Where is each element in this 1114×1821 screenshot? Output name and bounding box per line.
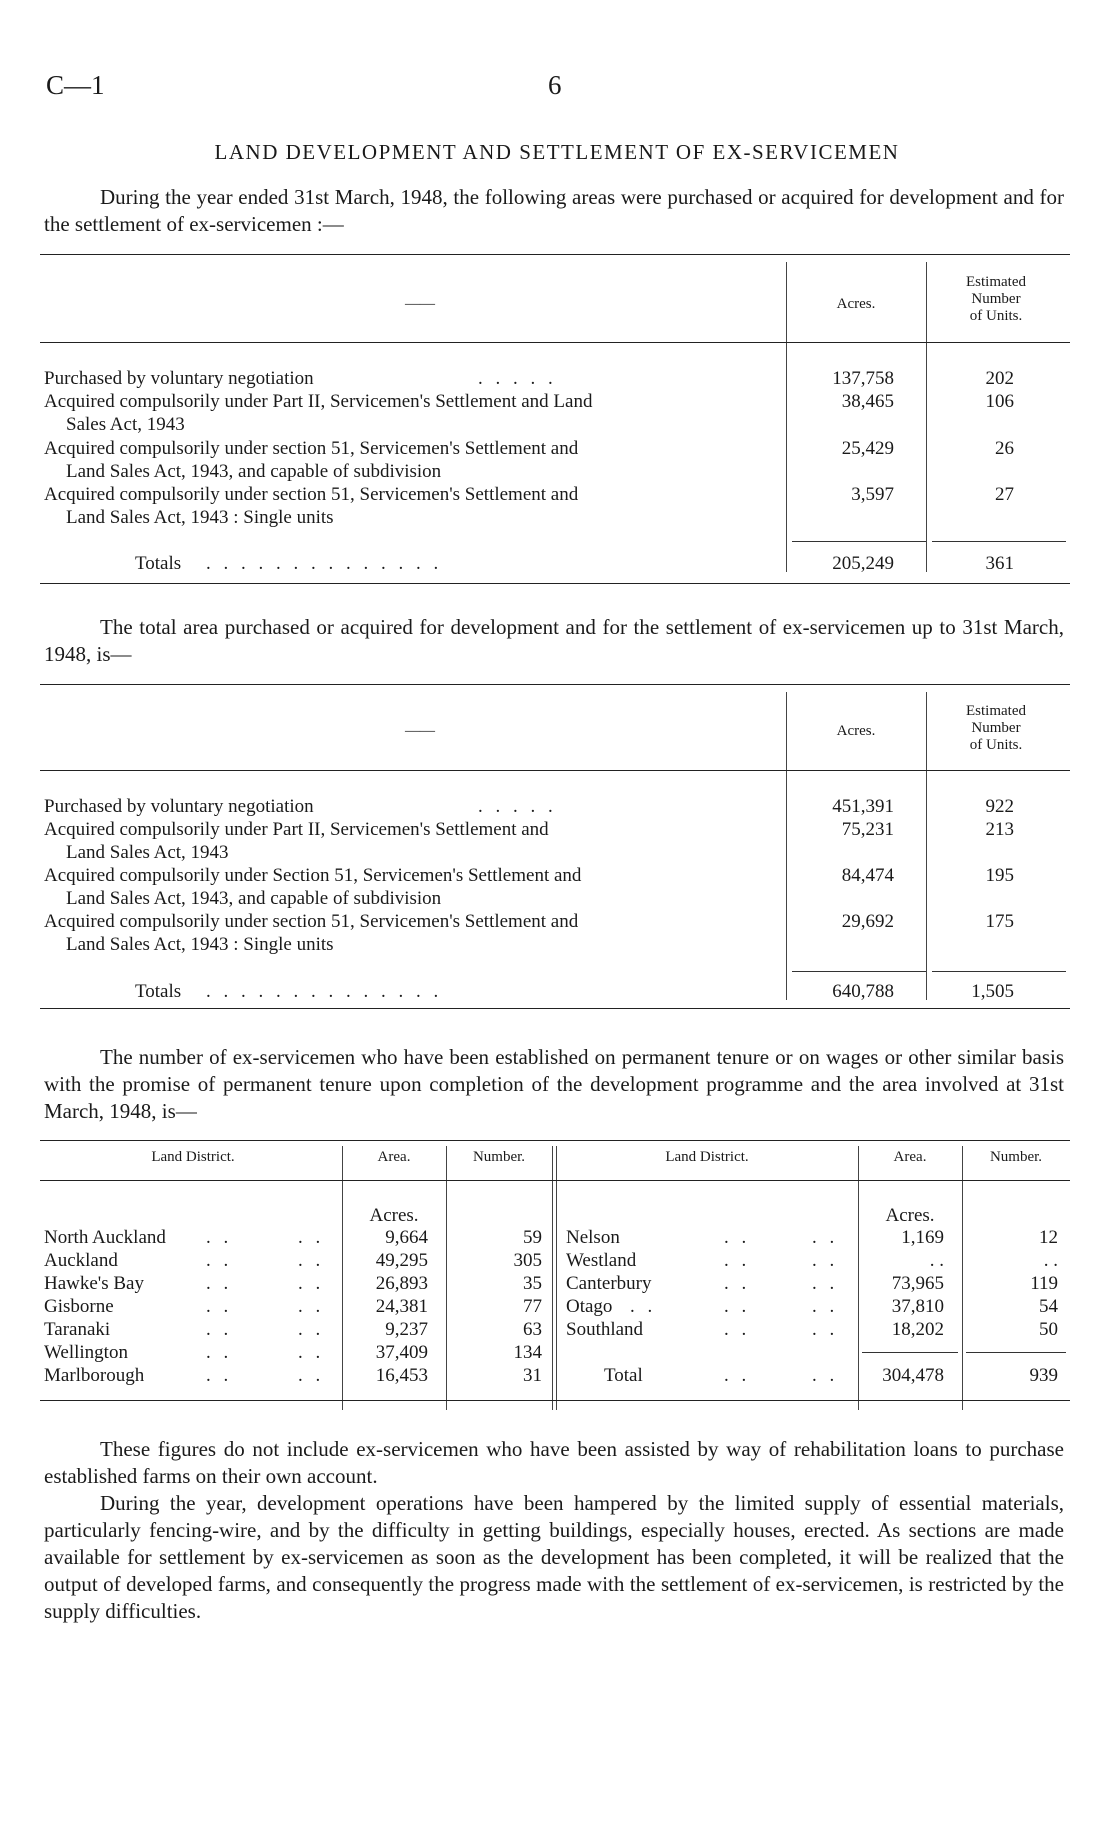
intro-paragraph-1: During the year ended 31st March, 1948, the following areas were purchased or acquired for development and for the settlement of ex-servicemen :— <box>44 185 1064 236</box>
closing-paragraph-2: During the year, development operations have been hampered by the limited supply of essential materials, particularly fencing-wire, and by the difficulty in getting buildings, especially houses, erected. As sections are made available for settlement by ex-servicemen as soon as the development has been completed, it will be realized that the output of developed farms, and consequently the progress made with the settlement of ex-servicemen, is restricted by the supply difficulties. <box>44 1491 1064 1623</box>
col-area-right: Area. <box>893 1149 927 1165</box>
blank-header: —— <box>405 296 435 312</box>
col-units-3: of Units. <box>969 308 1023 324</box>
intro-paragraph-3: The number of ex-servicemen who have been established on permanent tenure or on wages or other similar basis with the promise of permanent tenure upon completion of the development programme and the area involved at 31st March, 1948, is— <box>44 1045 1064 1123</box>
unit-label-right: Acres. <box>885 1205 935 1226</box>
col-district-right: Land District. <box>665 1149 749 1165</box>
col-area-left: Area. <box>377 1149 411 1165</box>
intro-paragraph-2: The total area purchased or acquired for development and for the settlement of ex-servicemen up to 31st March, 1948, is— <box>44 615 1064 666</box>
closing-paragraph-1: These figures do not include ex-servicemen who have been assisted by way of rehabilitation loans to purchase established farms on their own account. <box>44 1437 1064 1488</box>
col-number-left: Number. <box>472 1149 526 1165</box>
col-units-3: of Units. <box>969 737 1023 753</box>
col-units-1: Estimated <box>966 703 1026 719</box>
col-units-2: Number <box>971 291 1021 307</box>
page-number: 6 <box>548 70 562 100</box>
col-acres: Acres. <box>836 723 876 739</box>
col-number-right: Number. <box>989 1149 1043 1165</box>
table-rule <box>40 254 1070 255</box>
section-code: C—1 <box>46 70 105 100</box>
unit-label-left: Acres. <box>369 1205 419 1226</box>
col-district-left: Land District. <box>151 1149 235 1165</box>
page-title: LAND DEVELOPMENT AND SETTLEMENT OF EX-SERVICEMEN <box>214 140 900 164</box>
col-units-1: Estimated <box>966 274 1026 290</box>
document-page: C—1 6 LAND DEVELOPMENT AND SETTLEMENT OF EX-SERVICEMEN During the year ended 31st March, 1948, the following areas were purchased or acquired for development and for the settlement of ex-servicemen :— —— Acres. Estimated Number of Units. Purchased by voluntary negotiation . . . . . 137,758 202 Acquired compulsorily under Part II, Servicemen's Settlement and Land Sales Act, 1943 38,465 106 Acquired compulsorily under section 51, Servicemen's Settlement and Land Sales Act, 1943, and capable of subdivision 25,429 26 Acquired compulsorily under section 51, Servicemen's Settlement and Land Sales Act, 1943 : Single units 3,597 27 Totals . . . . . . . . . . . . . . 205,249 361 The total area purchased or acquired for development and for the settlement of ex-servicemen up to 31st March, 1948, is— —— Acres. Estimated Number of Units. Purchased by voluntary negotiation . . . . . 451,391 922 Acquired compulsorily under Part II, Servicemen's Settlement and Land Sales Act, 1943 75,231 213 Acquired compulsorily under Section 51, Servicemen's Settlement and Land Sales Act, 1943, and capable of subdivision 84,474 195 Acquired compulsorily under section 51, Servicemen's Settlement and Land Sales Act, 1943 : Single units 29,692 175 Totals . . . . . . . . . . . . . . 640,788 1,505 The number of ex-servicemen who have been established on permanent tenure or on wages or other similar basis with the promise of permanent tenure upon completion of the development programme and the area involved at 31st March, 1948, is— Land District. Area. Number. Land District. Area. Number. Acres. Acres. North Auckland . . . . 9,664 59 Auckland . . . . 49,295 305 Hawke's Bay . . . . 26,893 35 Gisborne . . . . 24,381 77 Taranaki . . . . 9,237 63 Wellington . . . . 37,409 134 Marlborough . . . . 16,453 31 Nelson . . . . 1,169 12 Westland . . . . . . . . Canterbury . . . . 73,965 119 Otago . . . . . . 37,810 54 Southland . . . . 18,202 50 Total . . . . 304,478 939 These figures do not include ex-servicemen who have been assisted by way of rehabilitation loans to purchase established farms on their own account. During the year, development operations have been hampered by the limited supply of essential materials, particularly fencing-wire, and by the difficulty in getting buildings, especially houses, erected. As sections are made available for settlement by ex-servicemen as soon as the development has been completed, it will be realized that the output of developed farms, and consequently the progress made with the settlement of ex-servicemen, is restricted by the supply difficulties. <box>0 0 1114 1821</box>
blank-header: —— <box>405 723 435 739</box>
col-units-2: Number <box>971 720 1021 736</box>
col-acres: Acres. <box>836 296 876 312</box>
